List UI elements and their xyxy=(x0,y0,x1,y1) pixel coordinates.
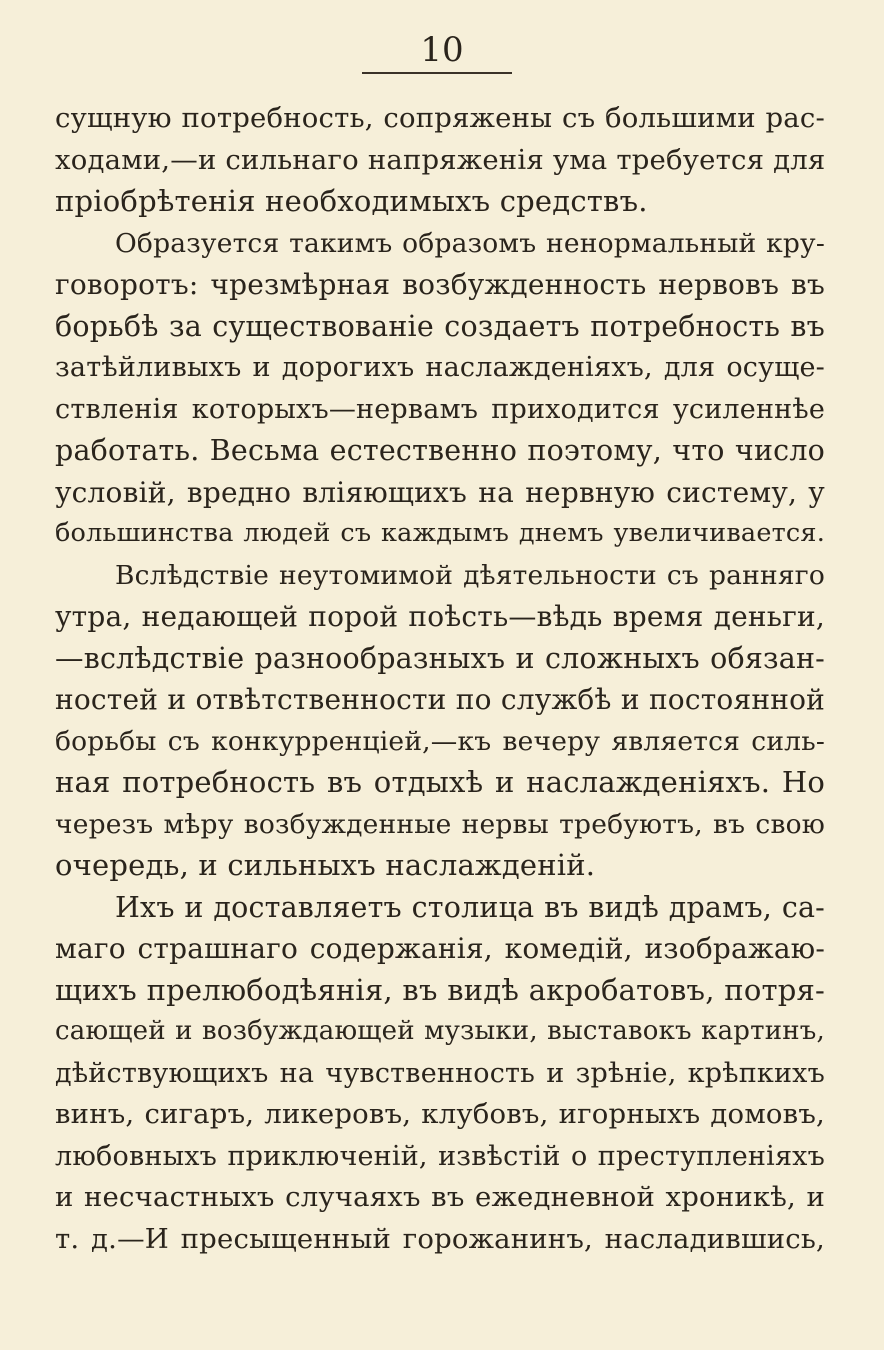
text-line: очередь, и сильныхъ наслажденій. xyxy=(55,848,596,882)
text-line: маго страшнаго содержанія, комедій, изображаю- xyxy=(55,932,825,965)
text-line: ная потребность въ отдыхѣ и наслажденіяхъ. Но xyxy=(55,765,825,799)
text-line: дѣйствующихъ на чувственность и зрѣніе, крѣпкихъ xyxy=(55,1057,825,1089)
text-line: щихъ прелюбодѣянія, въ видѣ акробатовъ, потря- xyxy=(55,972,825,1007)
body-text xyxy=(55,98,825,1260)
text-line: пріобрѣтенія необходимыхъ средствъ. xyxy=(55,184,648,218)
text-line: винъ, сигаръ, ликеровъ, клубовъ, игорныхъ домовъ, xyxy=(55,1098,825,1130)
text-line: любовныхъ приключеній, извѣстій о преступленіяхъ xyxy=(55,1140,825,1172)
text-line: ствленія которыхъ—нервамъ приходится усиленнѣе xyxy=(55,393,825,425)
text-line: сущную потребность, сопряжены съ большими рас- xyxy=(55,102,825,134)
text-line: условій, вредно вліяющихъ на нервную систему, у xyxy=(55,475,825,509)
text-line: большинства людей съ каждымъ днемъ увеличивается. xyxy=(55,518,825,548)
text-line: и несчастныхъ случаяхъ въ ежедневной хроникѣ, и xyxy=(55,1181,825,1213)
text-line: затѣйливыхъ и дорогихъ наслажденіяхъ, для осуще- xyxy=(55,352,825,383)
paragraph-first-line: Образуется такимъ образомъ ненормальный кру- xyxy=(115,227,825,259)
text-line: утра, недающей порой поѣсть—вѣдь время деньги, xyxy=(55,600,825,633)
text-line: борьбы съ конкурренціей,—къ вечеру является силь- xyxy=(55,725,825,757)
paragraph-first-line: Ихъ и доставляетъ столица въ видѣ драмъ, са- xyxy=(115,890,825,924)
text-line: говоротъ: чрезмѣрная возбужденность нервовъ въ xyxy=(55,268,825,301)
text-line: работать. Весьма естественно поэтому, что число xyxy=(55,434,825,467)
text-line: черезъ мѣру возбужденные нервы требуютъ, въ свою xyxy=(55,808,825,840)
header-rule xyxy=(362,72,512,74)
paragraph-first-line: Вслѣдствіе неутомимой дѣятельности съ ранняго xyxy=(115,559,825,591)
text-line: сающей и возбуждающей музыки, выставокъ картинъ, xyxy=(55,1016,825,1046)
text-line: т. д.—И пресыщенный горожанинъ, насладившись, xyxy=(55,1222,825,1255)
text-line: ходами,—и сильнаго напряженія ума требуется для xyxy=(55,143,826,176)
text-line: борьбѣ за существованіе создаетъ потребность въ xyxy=(55,309,825,343)
text-line: ностей и отвѣтственности по службѣ и постоянной xyxy=(55,683,825,716)
text-line: —вслѣдствіе разнообразныхъ и сложныхъ обязан- xyxy=(55,641,825,675)
page-number: 10 xyxy=(420,30,464,70)
